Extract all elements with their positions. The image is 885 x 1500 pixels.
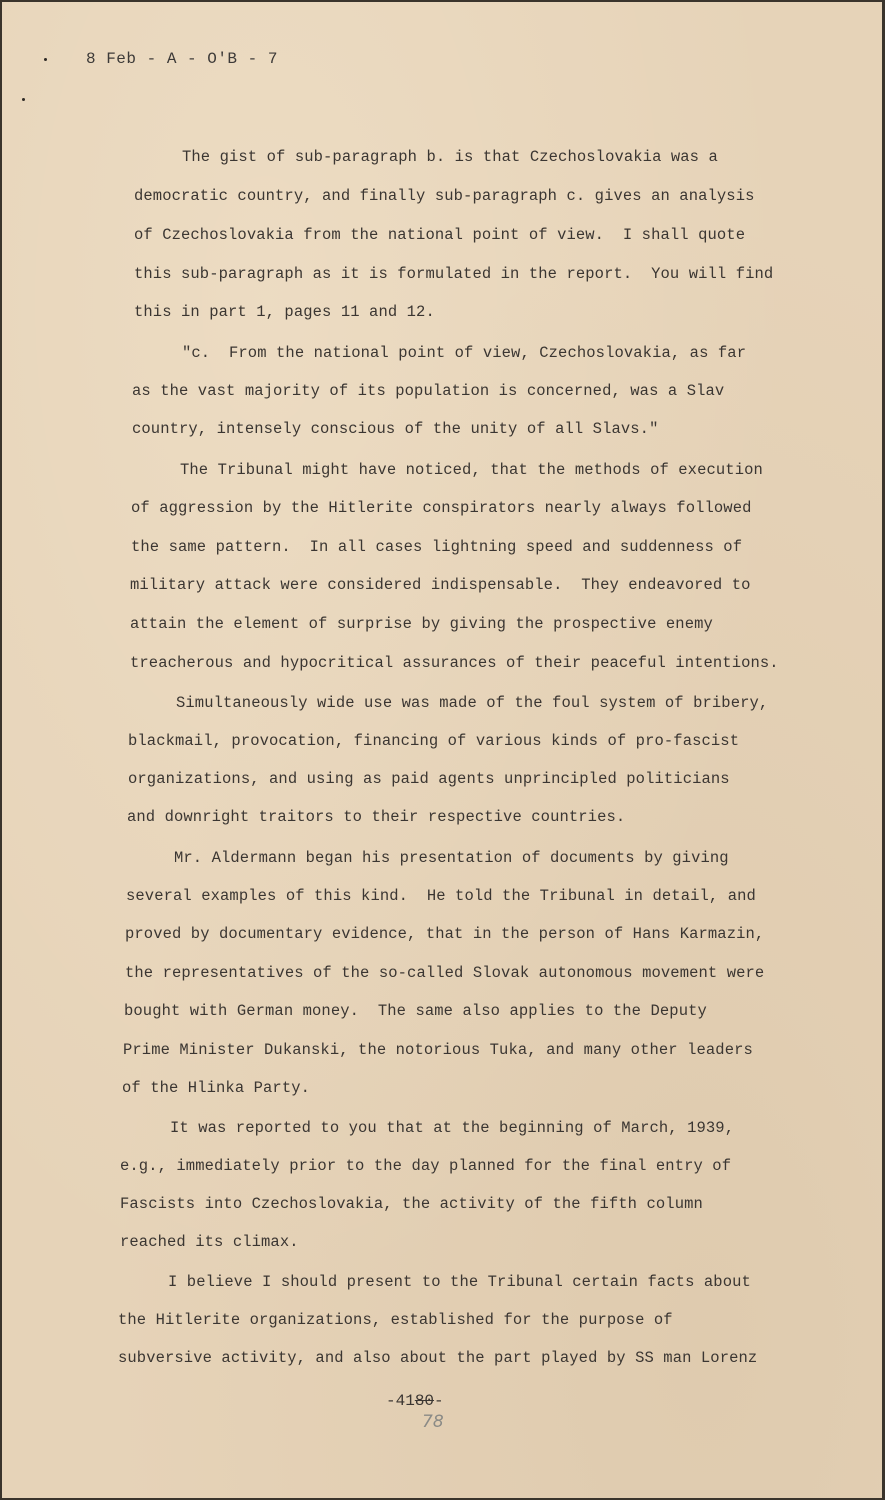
text-line: the representatives of the so-called Slovak autonomous movement were — [125, 964, 765, 982]
text-line: of the Hlinka Party. — [122, 1079, 311, 1097]
text-line: proved by documentary evidence, that in the person of Hans Karmazin, — [125, 925, 765, 943]
paper-speck — [22, 98, 25, 101]
text-line: reached its climax. — [120, 1233, 299, 1251]
text-line: Simultaneously wide use was made of the foul system of bribery, — [176, 694, 769, 712]
text-line: blackmail, provocation, financing of various kinds of pro-fascist — [128, 732, 740, 750]
text-line: military attack were considered indispensable. They endeavored to — [130, 576, 751, 594]
text-line: as the vast majority of its population is concerned, was a Slav — [132, 382, 725, 400]
text-line: attain the element of surprise by giving the prospective enemy — [130, 615, 713, 633]
text-line: treacherous and hypocritical assurances of their peaceful intentions. — [130, 654, 779, 672]
text-line: democratic country, and finally sub-paragraph c. gives an analysis — [134, 187, 755, 205]
text-line: Mr. Aldermann began his presentation of documents by giving — [174, 849, 729, 867]
text-line: this sub-paragraph as it is formulated in the report. You will find — [134, 265, 774, 283]
text-line: organizations, and using as paid agents unprincipled politicians — [128, 770, 730, 788]
handwritten-page-number: 78 — [422, 1412, 444, 1432]
text-line: bought with German money. The same also applies to the Deputy — [124, 1002, 707, 1020]
paper-speck — [44, 58, 47, 61]
page-number — [386, 1392, 444, 1410]
text-line: I believe I should present to the Tribunal certain facts about — [168, 1273, 751, 1291]
text-line: the Hitlerite organizations, established for the purpose of — [118, 1311, 673, 1329]
page-number-prefix: -41 — [386, 1392, 415, 1410]
text-line: and downright traitors to their respective countries. — [127, 808, 626, 826]
text-line: this in part 1, pages 11 and 12. — [134, 303, 435, 321]
text-line: of Czechoslovakia from the national point of view. I shall quote — [134, 226, 746, 244]
text-line: several examples of this kind. He told the Tribunal in detail, and — [126, 887, 756, 905]
text-line: The gist of sub-paragraph b. is that Czechoslovakia was a — [182, 148, 718, 166]
text-line: Prime Minister Dukanski, the notorious Tuka, and many other leaders — [123, 1041, 753, 1059]
page-number-struck: 80 — [414, 1392, 435, 1410]
text-line: country, intensely conscious of the unity of all Slavs." — [132, 420, 659, 438]
page-number-suffix: - — [434, 1392, 444, 1410]
text-line: subversive activity, and also about the part played by SS man Lorenz — [118, 1349, 758, 1367]
page-header: 8 Feb - A - O'B - 7 — [86, 50, 278, 68]
text-line: Fascists into Czechoslovakia, the activity of the fifth column — [120, 1195, 703, 1213]
text-line: "c. From the national point of view, Czechoslovakia, as far — [182, 344, 747, 362]
text-line: The Tribunal might have noticed, that the methods of execution — [180, 461, 763, 479]
text-line: the same pattern. In all cases lightning speed and suddenness of — [131, 538, 743, 556]
text-line: e.g., immediately prior to the day planned for the final entry of — [120, 1157, 732, 1175]
text-line: of aggression by the Hitlerite conspirators nearly always followed — [131, 499, 752, 517]
document-page — [2, 2, 882, 1498]
text-line: It was reported to you that at the beginning of March, 1939, — [170, 1119, 735, 1137]
